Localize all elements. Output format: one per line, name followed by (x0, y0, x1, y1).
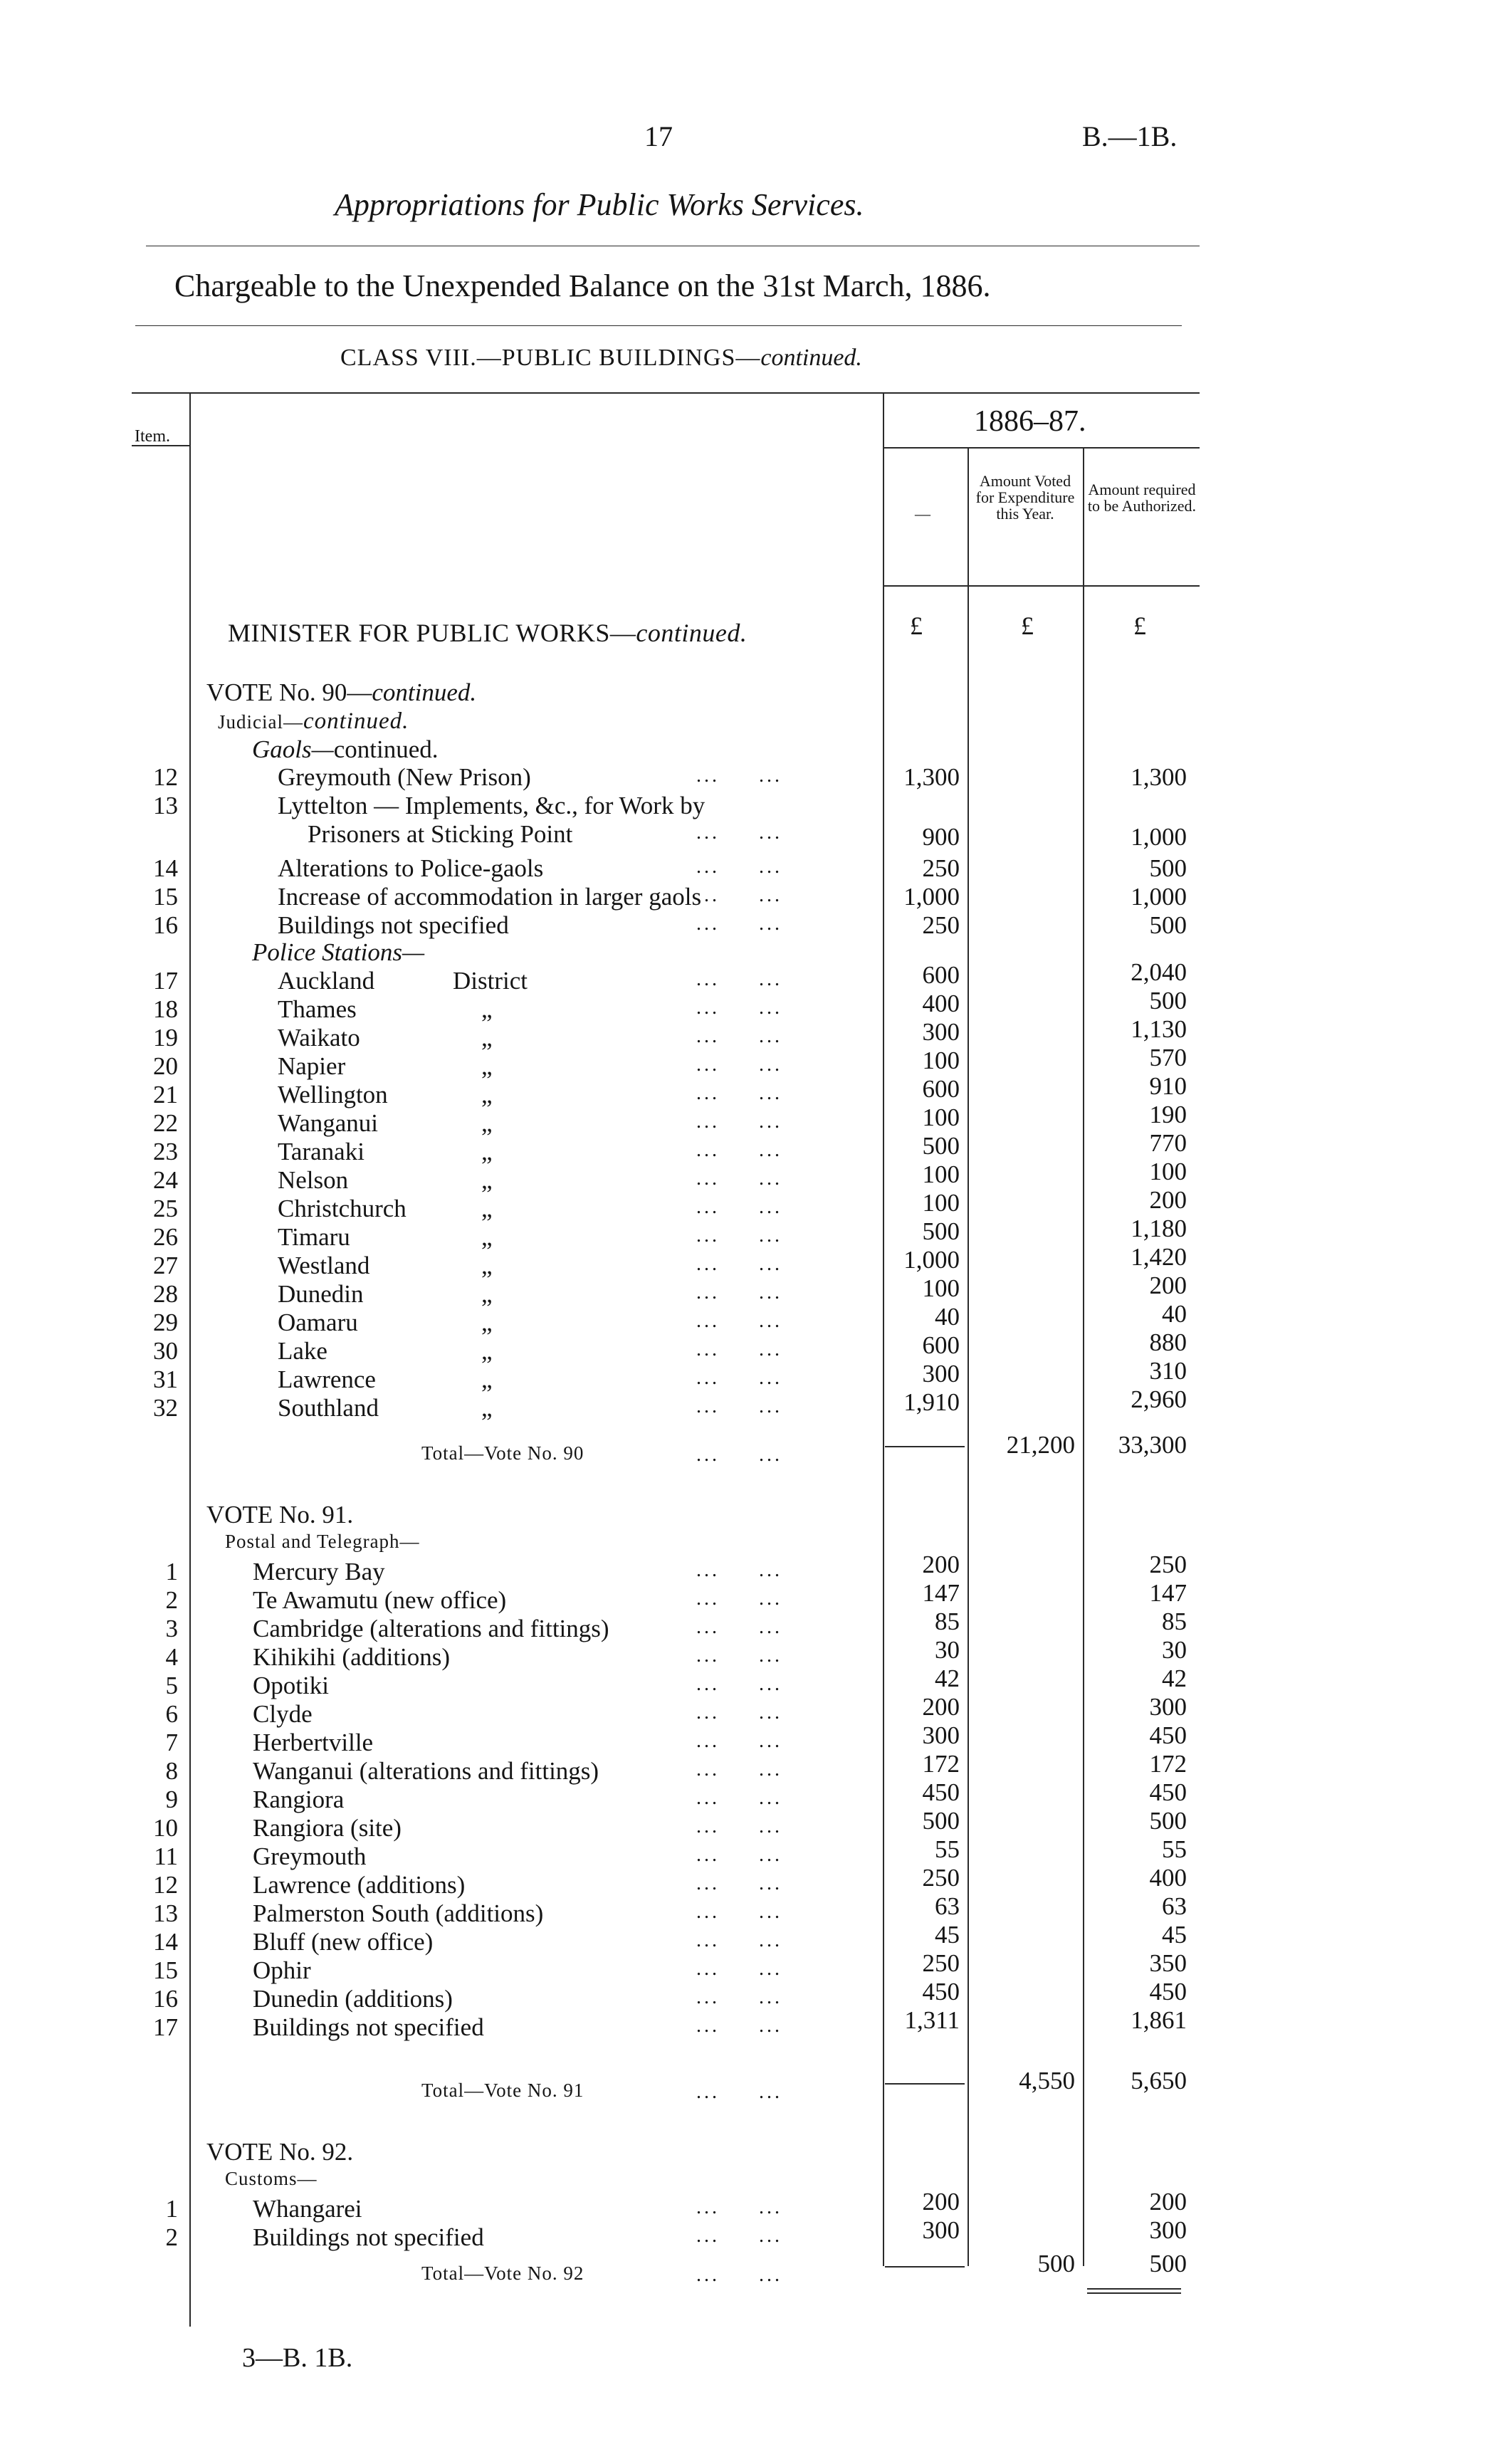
ditto-mark: „ (481, 1052, 493, 1080)
required-cell: 2,040 (1131, 958, 1187, 986)
item-description: Mercury Bay (253, 1558, 385, 1585)
amount-cell: 250 (922, 1864, 960, 1892)
station-name: Nelson (278, 1166, 349, 1194)
amount-cell: 900 (922, 823, 960, 851)
item-column-header: Item. (135, 427, 170, 446)
leader-dots: ... ... (696, 1253, 782, 1275)
leader-dots: ... ... (696, 1872, 782, 1894)
amount-cell: 1,300 (903, 763, 960, 791)
required-cell: 880 (1149, 1328, 1187, 1356)
item-number: 5 (165, 1672, 178, 1699)
pound-sign: £ (910, 612, 923, 640)
required-cell: 190 (1149, 1101, 1187, 1128)
required-cell: 55 (1162, 1835, 1187, 1863)
item-number: 23 (153, 1138, 178, 1165)
item-number: 2 (165, 2223, 178, 2251)
station-name: Wellington (278, 1081, 388, 1108)
vote-total-voted: 500 (1037, 2250, 1075, 2277)
amount-cell: 1,311 (904, 2006, 960, 2034)
leader-dots: ... ... (696, 1111, 782, 1133)
amount-cell: 500 (922, 1132, 960, 1160)
subsection-heading: Police Stations— (252, 938, 425, 966)
amount-cell: 500 (922, 1217, 960, 1245)
item-number: 11 (154, 1842, 178, 1870)
amount-cell: 300 (922, 2216, 960, 2244)
leader-dots: ... ... (696, 1901, 782, 1923)
required-cell: 450 (1149, 1978, 1187, 2006)
amount-cell: 250 (922, 854, 960, 882)
item-number: 13 (153, 1899, 178, 1927)
document-reference: B.—1B. (1082, 120, 1178, 152)
item-number: 31 (153, 1365, 178, 1393)
required-cell: 770 (1149, 1129, 1187, 1157)
required-cell: 250 (1149, 1551, 1187, 1578)
rule (883, 447, 1200, 449)
amount-column-rule (883, 394, 884, 2266)
item-description: Lyttelton — Implements, &c., for Work by (278, 792, 706, 819)
item-number: 30 (153, 1337, 178, 1365)
leader-dots: ... ... (696, 2225, 782, 2247)
required-cell: 570 (1149, 1044, 1187, 1071)
leader-dots: ... ... (696, 1787, 782, 1809)
station-name: Southland (278, 1394, 379, 1422)
required-cell: 450 (1149, 1778, 1187, 1806)
leader-dots: ... ... (696, 856, 782, 878)
item-description: Cambridge (alterations and fittings) (253, 1615, 609, 1642)
required-cell: 1,180 (1131, 1215, 1187, 1242)
station-name: Oamaru (278, 1309, 358, 1336)
required-cell: 147 (1149, 1579, 1187, 1607)
item-number: 17 (153, 2013, 178, 2041)
amount-cell: 300 (922, 1018, 960, 1046)
item-number: 16 (153, 911, 178, 939)
vote-total-required: 5,650 (1131, 2067, 1187, 2095)
amount-cell: 30 (935, 1636, 960, 1664)
ditto-mark: „ (481, 1138, 493, 1165)
amount-cell: 600 (922, 1075, 960, 1103)
amount-cell: 250 (922, 911, 960, 939)
vote-total-required: 500 (1149, 2250, 1187, 2277)
required-cell: 1,000 (1131, 883, 1187, 911)
amount-cell: 600 (922, 1331, 960, 1359)
amount-cell: 55 (935, 1835, 960, 1863)
amount-column-rule (1083, 449, 1084, 2266)
leader-dots: ... ... (696, 1367, 782, 1389)
item-description: Palmerston South (additions) (253, 1899, 544, 1927)
amount-cell: 300 (922, 1360, 960, 1388)
item-number: 28 (153, 1280, 178, 1308)
rule (1087, 2292, 1181, 2294)
item-description: Lawrence (additions) (253, 1871, 466, 1899)
ditto-mark: „ (481, 1337, 493, 1365)
station-name: Lawrence (278, 1365, 376, 1393)
required-cell: 30 (1162, 1636, 1187, 1664)
item-number: 14 (153, 1928, 178, 1956)
item-column-rule (189, 394, 191, 2327)
page-title: Appropriations for Public Works Services. (335, 187, 864, 222)
leader-dots: ... ... (696, 1338, 782, 1361)
rule (1087, 2288, 1181, 2290)
required-cell: 400 (1149, 1864, 1187, 1892)
required-cell: 200 (1149, 2188, 1187, 2216)
item-number: 12 (153, 1871, 178, 1899)
ditto-mark: „ (481, 1309, 493, 1336)
amount-cell: 500 (922, 1807, 960, 1835)
item-number: 20 (153, 1052, 178, 1080)
item-description: Buildings not specified (253, 2013, 484, 2041)
column-c-header: Amount required to be Authorized. (1087, 481, 1197, 515)
subsection-heading: Gaols—continued. (252, 735, 439, 763)
item-number: 8 (165, 1757, 178, 1785)
total-label: Total—Vote No. 90 (421, 1442, 584, 1464)
leader-dots: ... ... (696, 1758, 782, 1781)
amount-cell: 100 (922, 1047, 960, 1074)
item-description: Opotiki (253, 1672, 329, 1699)
item-description: Whangarei (253, 2195, 362, 2223)
item-number: 14 (153, 854, 178, 882)
leader-dots: ... ... (696, 968, 782, 990)
item-description: Rangiora (253, 1786, 345, 1813)
leader-dots: ... ... (696, 2196, 782, 2218)
amount-cell: 1,910 (903, 1388, 960, 1416)
amount-cell: 172 (922, 1750, 960, 1778)
item-number: 1 (165, 2195, 178, 2223)
amount-cell: 100 (922, 1274, 960, 1302)
required-cell: 1,130 (1131, 1015, 1187, 1043)
leader-dots: ... ... (696, 2264, 782, 2286)
leader-dots: ... ... (696, 913, 782, 935)
item-number: 13 (153, 792, 178, 819)
station-name: Christchurch (278, 1195, 407, 1222)
district-label: District (453, 967, 528, 995)
leader-dots: ... ... (696, 1559, 782, 1581)
leader-dots: ... ... (696, 1588, 782, 1610)
item-description: Kihikihi (additions) (253, 1643, 451, 1671)
item-number: 9 (165, 1786, 178, 1813)
leader-dots: ... ... (696, 1444, 782, 1466)
item-number: 6 (165, 1700, 178, 1728)
leader-dots: ... ... (696, 1025, 782, 1047)
amount-cell: 200 (922, 1551, 960, 1578)
station-name: Timaru (278, 1223, 350, 1251)
amount-cell: 400 (922, 990, 960, 1017)
leader-dots: ... ... (696, 765, 782, 787)
required-cell: 1,420 (1131, 1243, 1187, 1271)
item-number: 25 (153, 1195, 178, 1222)
amount-cell: 250 (922, 1949, 960, 1977)
required-cell: 45 (1162, 1921, 1187, 1949)
amount-cell: 45 (935, 1921, 960, 1949)
required-cell: 100 (1149, 1158, 1187, 1185)
item-description: Rangiora (site) (253, 1814, 402, 1842)
vote-total-voted: 21,200 (1006, 1431, 1075, 1459)
leader-dots: ... ... (696, 1929, 782, 1951)
item-number: 4 (165, 1643, 178, 1671)
column-a-header: — (915, 505, 930, 523)
item-description: Te Awamutu (new office) (253, 1586, 507, 1614)
amount-cell: 600 (922, 961, 960, 989)
leader-dots: ... ... (696, 1082, 782, 1104)
ditto-mark: „ (481, 995, 493, 1023)
leader-dots: ... ... (696, 1986, 782, 2008)
station-name: Lake (278, 1337, 327, 1365)
station-name: Auckland (278, 967, 375, 995)
item-description: Greymouth (New Prison) (278, 763, 531, 791)
amount-cell: 300 (922, 1721, 960, 1749)
station-name: Napier (278, 1052, 346, 1080)
vote-total-required: 33,300 (1118, 1431, 1187, 1459)
required-cell: 1,300 (1131, 763, 1187, 791)
amount-cell: 100 (922, 1160, 960, 1188)
item-number: 29 (153, 1309, 178, 1336)
item-number: 16 (153, 1985, 178, 2013)
item-description: Dunedin (additions) (253, 1985, 453, 2013)
column-b-header: Amount Voted for Expenditure this Year. (975, 472, 1075, 523)
item-number: 19 (153, 1024, 178, 1052)
amount-cell: 85 (935, 1608, 960, 1635)
item-number: 15 (153, 883, 178, 911)
required-cell: 1,861 (1131, 2006, 1187, 2034)
item-description: Bluff (new office) (253, 1928, 434, 1956)
station-name: Taranaki (278, 1138, 365, 1165)
ditto-mark: „ (481, 1223, 493, 1251)
item-description: Ophir (253, 1956, 311, 1984)
item-description: Buildings not specified (253, 2223, 484, 2251)
item-description: Clyde (253, 1700, 313, 1728)
station-name: Waikato (278, 1024, 360, 1052)
ditto-mark: „ (481, 1365, 493, 1393)
leader-dots: ... ... (696, 1281, 782, 1304)
item-description: Herbertville (253, 1729, 374, 1756)
item-number: 17 (153, 967, 178, 995)
ditto-mark: „ (481, 1166, 493, 1194)
ditto-mark: „ (481, 1280, 493, 1308)
item-description-continued: Prisoners at Sticking Point (308, 820, 573, 848)
amount-cell: 1,000 (903, 1246, 960, 1274)
item-number: 2 (165, 1586, 178, 1614)
station-name: Wanganui (278, 1109, 379, 1137)
leader-dots: ... ... (696, 1844, 782, 1866)
required-cell: 300 (1149, 2216, 1187, 2244)
ditto-mark: „ (481, 1024, 493, 1052)
required-cell: 500 (1149, 1807, 1187, 1835)
required-cell: 85 (1162, 1608, 1187, 1635)
amount-cell: 450 (922, 1778, 960, 1806)
required-cell: 200 (1149, 1186, 1187, 1214)
vote-total-voted: 4,550 (1019, 2067, 1075, 2095)
leader-dots: ... ... (696, 822, 782, 844)
amount-cell: 200 (922, 2188, 960, 2216)
page-number: 17 (644, 120, 673, 152)
item-number: 32 (153, 1394, 178, 1422)
vote-heading: VOTE No. 91. (206, 1501, 354, 1529)
amount-cell: 200 (922, 1693, 960, 1721)
total-label: Total—Vote No. 91 (421, 2080, 584, 2101)
leader-dots: ... ... (696, 884, 782, 906)
item-description: Buildings not specified (278, 911, 509, 939)
required-cell: 310 (1149, 1357, 1187, 1385)
item-number: 10 (153, 1814, 178, 1842)
item-number: 24 (153, 1166, 178, 1194)
amount-cell: 1,000 (903, 883, 960, 911)
amount-cell: 100 (922, 1189, 960, 1217)
required-cell: 500 (1149, 987, 1187, 1015)
leader-dots: ... ... (696, 1645, 782, 1667)
station-name: Dunedin (278, 1280, 364, 1308)
pound-sign: £ (1021, 612, 1034, 640)
station-name: Westland (278, 1252, 370, 1279)
item-number: 12 (153, 763, 178, 791)
leader-dots: ... ... (696, 1958, 782, 1980)
amount-cell: 147 (922, 1579, 960, 1607)
ditto-mark: „ (481, 1081, 493, 1108)
total-label: Total—Vote No. 92 (421, 2263, 584, 2284)
item-number: 15 (153, 1956, 178, 1984)
leader-dots: ... ... (696, 1730, 782, 1752)
rule (885, 2266, 965, 2268)
amount-cell: 450 (922, 1978, 960, 2006)
required-cell: 300 (1149, 1693, 1187, 1721)
page-subtitle: Chargeable to the Unexpended Balance on the 31st March, 1886. (174, 268, 991, 303)
leader-dots: ... ... (696, 1815, 782, 1837)
rule (135, 325, 1182, 326)
ditto-mark: „ (481, 1252, 493, 1279)
leader-dots: ... ... (696, 1139, 782, 1161)
leader-dots: ... ... (696, 1225, 782, 1247)
item-description: Greymouth (253, 1842, 367, 1870)
rule (885, 2083, 965, 2085)
required-cell: 40 (1162, 1300, 1187, 1328)
table-top-rule (132, 392, 1200, 394)
item-number: 21 (153, 1081, 178, 1108)
leader-dots: ... ... (696, 1196, 782, 1218)
item-description: Increase of accommodation in larger gaols (278, 883, 702, 911)
amount-cell: 100 (922, 1103, 960, 1131)
required-cell: 2,960 (1131, 1385, 1187, 1413)
leader-dots: ... ... (696, 1310, 782, 1332)
required-cell: 500 (1149, 911, 1187, 939)
ditto-mark: „ (481, 1195, 493, 1222)
required-cell: 350 (1149, 1949, 1187, 1977)
leader-dots: ... ... (696, 997, 782, 1019)
item-number: 7 (165, 1729, 178, 1756)
required-cell: 450 (1149, 1721, 1187, 1749)
required-cell: 63 (1162, 1892, 1187, 1920)
required-cell: 1,000 (1131, 823, 1187, 851)
pound-sign: £ (1133, 612, 1146, 640)
footer-signature: 3—B. 1B. (242, 2343, 353, 2373)
year-header: 1886–87. (974, 405, 1086, 438)
leader-dots: ... ... (696, 2015, 782, 2037)
section-heading: Customs— (225, 2168, 318, 2189)
item-number: 22 (153, 1109, 178, 1137)
minister-heading: MINISTER FOR PUBLIC WORKS—continued. (228, 619, 748, 647)
leader-dots: ... ... (696, 1395, 782, 1417)
required-cell: 910 (1149, 1072, 1187, 1100)
rule (885, 1446, 965, 1447)
required-cell: 500 (1149, 854, 1187, 882)
leader-dots: ... ... (696, 1168, 782, 1190)
amount-cell: 42 (935, 1664, 960, 1692)
amount-cell: 63 (935, 1892, 960, 1920)
required-cell: 42 (1162, 1664, 1187, 1692)
station-name: Thames (278, 995, 357, 1023)
amount-column-rule (968, 449, 969, 2266)
leader-dots: ... ... (696, 1673, 782, 1695)
vote-heading: VOTE No. 92. (206, 2138, 354, 2166)
leader-dots: ... ... (696, 1702, 782, 1724)
required-cell: 200 (1149, 1272, 1187, 1299)
ditto-mark: „ (481, 1109, 493, 1137)
item-description: Wanganui (alterations and fittings) (253, 1757, 599, 1785)
leader-dots: ... ... (696, 1054, 782, 1076)
item-number: 1 (165, 1558, 178, 1585)
section-heading: Postal and Telegraph— (225, 1531, 420, 1552)
required-cell: 172 (1149, 1750, 1187, 1778)
class-heading: CLASS VIII.—PUBLIC BUILDINGS—continued. (340, 345, 862, 371)
item-number: 26 (153, 1223, 178, 1251)
item-description: Alterations to Police-gaols (278, 854, 544, 882)
item-number: 27 (153, 1252, 178, 1279)
ditto-mark: „ (481, 1394, 493, 1422)
vote-heading: VOTE No. 90—continued. (206, 678, 477, 706)
item-number: 3 (165, 1615, 178, 1642)
item-number: 18 (153, 995, 178, 1023)
leader-dots: ... ... (696, 1616, 782, 1638)
rule (883, 585, 1200, 587)
section-heading: Judicial—continued. (218, 708, 409, 734)
leader-dots: ... ... (696, 2081, 782, 2103)
amount-cell: 40 (935, 1303, 960, 1331)
